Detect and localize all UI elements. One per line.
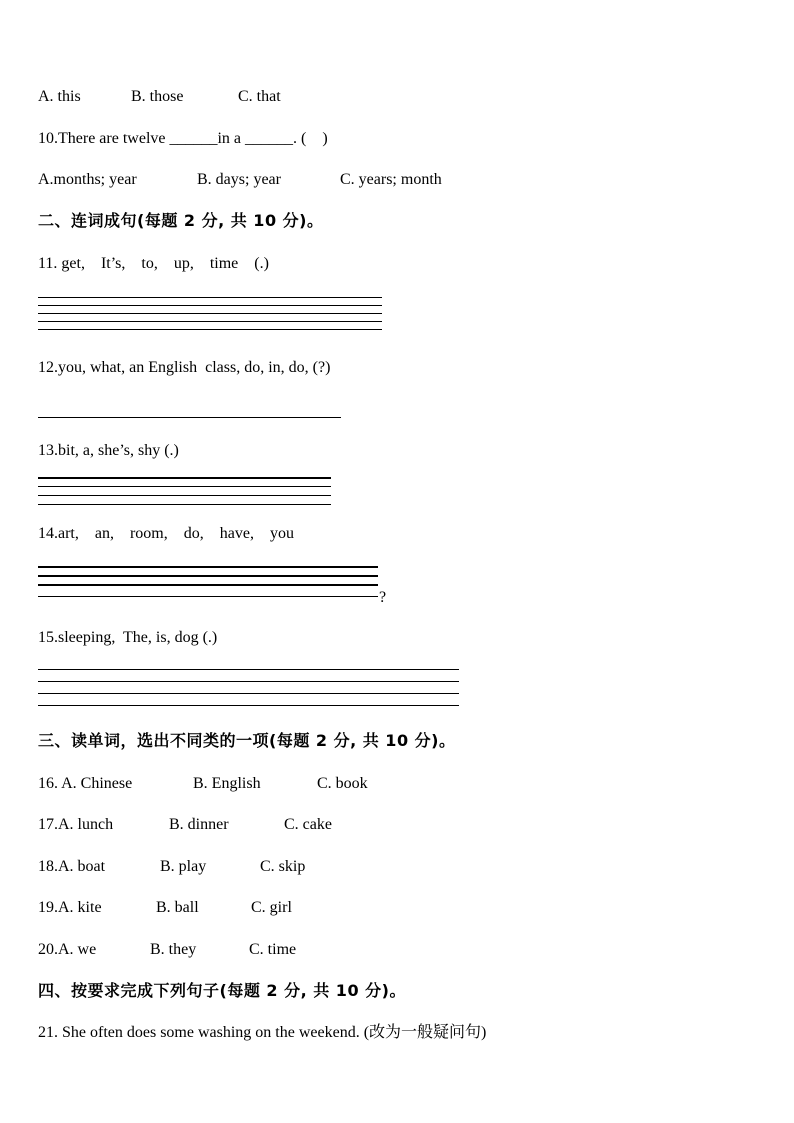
q9-option-b: B. those	[131, 88, 184, 105]
q10-option-c: C. years; month	[340, 171, 442, 188]
q12-prompt: 12.you, what, an English class, do, in, do, (?)	[38, 359, 331, 376]
q14-answer-line	[38, 566, 378, 568]
q16-option-c: C. book	[317, 775, 368, 792]
q21-prompt: 21. She often does some washing on the weekend. (改为一般疑问句)	[38, 1024, 487, 1041]
q15-answer-line	[38, 669, 459, 670]
q16-option-a: 16. A. Chinese	[38, 775, 133, 792]
q19-option-c: C. girl	[251, 899, 292, 916]
q13-answer-line	[38, 486, 331, 487]
q11-prompt: 11. get, It’s, to, up, time (.)	[38, 255, 269, 272]
q18-option-a: 18.A. boat	[38, 858, 106, 875]
q17-option-c: C. cake	[284, 816, 332, 833]
q20-option-a: 20.A. we	[38, 941, 97, 958]
q10-option-a: A.months; year	[38, 171, 137, 188]
q15-answer-line	[38, 693, 459, 694]
q11-answer-line	[38, 297, 382, 298]
q20-option-c: C. time	[249, 941, 297, 958]
q18-option-c: C. skip	[260, 858, 306, 875]
q13-prompt: 13.bit, a, she’s, shy (.)	[38, 442, 179, 459]
q17-option-a: 17.A. lunch	[38, 816, 114, 833]
q15-answer-line	[38, 681, 459, 682]
q14-answer-line	[38, 596, 378, 597]
q19-option-b: B. ball	[156, 899, 199, 916]
q13-answer-line	[38, 477, 331, 479]
q10-option-b: B. days; year	[197, 171, 281, 188]
q11-answer-line	[38, 329, 382, 330]
q14-prompt: 14.art, an, room, do, have, you	[38, 525, 294, 542]
q13-answer-line	[38, 495, 331, 496]
q11-answer-line	[38, 313, 382, 314]
q10-question: 10.There are twelve ______in a ______. ( )	[38, 130, 328, 147]
q15-prompt: 15.sleeping, The, is, dog (.)	[38, 629, 218, 646]
q9-option-c: C. that	[238, 88, 281, 105]
q11-answer-line	[38, 321, 382, 322]
q17-option-b: B. dinner	[169, 816, 229, 833]
q14-answer-line	[38, 584, 378, 586]
q18-option-b: B. play	[160, 858, 207, 875]
section-3-title: 三、读单词，选出不同类的一项(每题 2 分, 共 10 分)。	[38, 731, 456, 750]
q20-option-b: B. they	[150, 941, 197, 958]
q15-answer-line	[38, 705, 459, 706]
q14-question-mark: ?	[379, 589, 387, 606]
section-2-title: 二、连词成句(每题 2 分, 共 10 分)。	[38, 211, 324, 230]
section-4-title: 四、按要求完成下列句子(每题 2 分, 共 10 分)。	[38, 981, 406, 1000]
q19-option-a: 19.A. kite	[38, 899, 102, 916]
q12-answer-line	[38, 417, 341, 418]
q9-option-a: A. this	[38, 88, 81, 105]
q11-answer-line	[38, 305, 382, 306]
q14-answer-line	[38, 575, 378, 577]
q16-option-b: B. English	[193, 775, 261, 792]
q13-answer-line	[38, 504, 331, 505]
